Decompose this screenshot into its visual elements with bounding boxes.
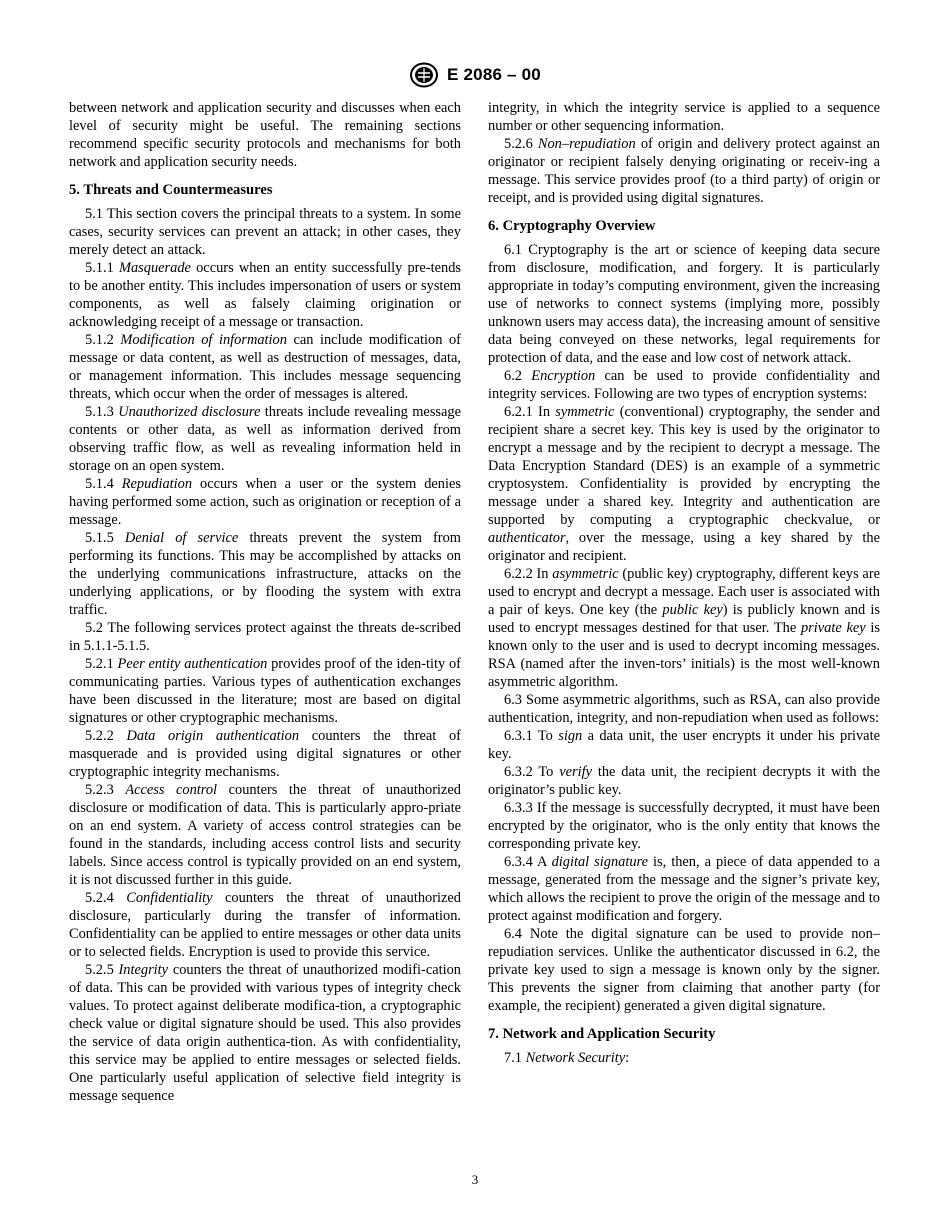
- paragraph-5-2-5: 5.2.5 Integrity counters the threat of unauthorized modifi-cation of data. This can be provided with various types of integrity check values. To protect against deliberate modifica-tion, a cryptographic check value or digital signature should be used. This also provides the service of data origin authentica-tion. As with confidentiality, this service may be applied to entire messages or selected fields. One particularly useful application of selective field integrity is message sequence: [69, 962, 461, 1104]
- paragraph-5-1: 5.1 This section covers the principal threats to a system. In some cases, security services can prevent an attack; in other cases, they merely detect an attack.: [69, 206, 461, 258]
- page-number: 3: [471, 1172, 479, 1187]
- paragraph-6-3-1: 6.3.1 To sign a data unit, the user encrypts it under his private key.: [488, 728, 880, 762]
- paragraph-6-4: 6.4 Note the digital signature can be used to provide non–repudiation services. Unlike the authenticator discussed in 6.2, the private key used to sign a message is known only by the signer. This prevents the signer from claiming that another party (for example, the recipient) generated a given digital signature.: [488, 926, 880, 1014]
- paragraph-5-2-3: 5.2.3 Access control counters the threat of unauthorized disclosure or modification of data. This is particularly appro-priate on an end system. A variety of access control strategies can be found in the standards, including access control lists and security labels. Since access control is typically provided on an end system, it is not discussed further in this guide.: [69, 782, 461, 888]
- paragraph-5-1-3: 5.1.3 Unauthorized disclosure threats include revealing message contents or other data, as well as information derived from observing traffic flow, as well as revealing information held in storage on an open system.: [69, 404, 461, 474]
- paragraph-5-1-5: 5.1.5 Denial of service threats prevent the system from performing its functions. This may be accomplished by attacks on the underlying communications infrastructure, attacks on the underlying applications, or by flooding the system with extra traffic.: [69, 530, 461, 618]
- paragraph-5-1-4: 5.1.4 Repudiation occurs when a user or the system denies having performed some action, such as origination or reception of a message.: [69, 476, 461, 528]
- paragraph-5-2: 5.2 The following services protect against the threats de-scribed in 5.1.1-5.1.5.: [69, 620, 461, 654]
- paragraph-6-2-1: 6.2.1 In symmetric (conventional) cryptography, the sender and recipient share a secret key. This key is used by the originator to encrypt a message and by the recipient to decrypt a message. The Data Encryption Standard (DES) is an example of a symmetric cryptosystem. Confidentiality is provided by encrypting the message under a shared key. Integrity and authentication are supported by computing a cryptographic checkvalue, or authenticator, over the message, using a key shared by the originator and recipient.: [488, 404, 880, 564]
- left-column: [69, 99, 461, 1105]
- paragraph-6-3-3: 6.3.3 If the message is successfully decrypted, it must have been encrypted by the originator, who is the only entity that knows the corresponding private key.: [488, 800, 880, 852]
- section-heading-7: 7. Network and Application Security: [488, 1026, 716, 1042]
- paragraph-6-3-4: 6.3.4 A digital signature is, then, a piece of data appended to a message, generated from the message and the signer’s private key, which allows the recipient to prove the origin of the message and to protect against modification and forgery.: [488, 854, 880, 924]
- paragraph-6-1: 6.1 Cryptography is the art or science of keeping data secure from disclosure, modification, and forgery. It is particularly appropriate in today’s computing environment, given the increasing use of networks to connect systems (implying more, possibly unknown users may access data), the increasing amount of sensitive data being conveyed on these networks, legal requirements for protection of data, and the ease and low cost of network attack.: [488, 242, 880, 366]
- standard-designation: E 2086 – 00: [447, 65, 541, 84]
- paragraph-6-3: 6.3 Some asymmetric algorithms, such as RSA, can also provide authentication, integrity, and non-repudiation when used as follows:: [488, 692, 880, 726]
- right-column: [488, 99, 880, 1067]
- paragraph-5-1-1: 5.1.1 Masquerade occurs when an entity successfully pre-tends to be another entity. This includes impersonation of users or system components, as well as falsely claiming origination or acknowledging receipt of a message or transaction.: [69, 260, 461, 330]
- section-heading-6: 6. Cryptography Overview: [488, 218, 656, 234]
- paragraph-continuation: between network and application security and discusses when each level of security might be useful. The remaining sections recommend specific security protocols and mechanisms for both network and application security needs.: [69, 100, 461, 170]
- paragraph-5-2-6: 5.2.6 Non–repudiation of origin and delivery protect against an originator or recipient falsely denying originating or receiv-ing a message. This service provides proof (to a third party) of origin or receipt, and is provided using digital signatures.: [488, 136, 880, 206]
- astm-logo-icon: [409, 62, 439, 88]
- paragraph-5-2-4: 5.2.4 Confidentiality counters the threat of unauthorized disclosure, particularly during the transfer of information. Confidentiality can be applied to entire messages or other data units or to selected fields. Encryption is used to provide this service.: [69, 890, 461, 960]
- paragraph-6-2: 6.2 Encryption can be used to provide confidentiality and integrity services. Following are two types of encryption systems:: [488, 368, 880, 402]
- paragraph-5-2-1: 5.2.1 Peer entity authentication provides proof of the iden-tity of communicating parties. Various types of authentication exchanges have been discussed in the literature; most are based on digital signatures or other cryptographic mechanisms.: [69, 656, 461, 726]
- paragraph-7-1: 7.1 Network Security:: [504, 1050, 630, 1066]
- paragraph-6-2-2: 6.2.2 In asymmetric (public key) cryptography, different keys are used to encrypt and decrypt a message. Each user is associated with a pair of keys. One key (the public key) is publicly known and is used to encrypt messages destined for that user. The private key is known only to the user and is used to decrypt incoming messages. RSA (named after the inven-tors’ initials) is the most well-known asymmetric algorithm.: [488, 566, 880, 690]
- section-heading-5: 5. Threats and Countermeasures: [69, 182, 273, 198]
- paragraph-5-2-2: 5.2.2 Data origin authentication counters the threat of masquerade and is provided using digital signatures or other cryptographic integrity mechanisms.: [69, 728, 461, 780]
- paragraph-6-3-2: 6.3.2 To verify the data unit, the recipient decrypts it with the originator’s public key.: [488, 764, 880, 798]
- paragraph-continuation-right: integrity, in which the integrity service is applied to a sequence number or other sequencing information.: [488, 100, 880, 134]
- page-header: [0, 60, 950, 90]
- paragraph-5-1-2: 5.1.2 Modification of information can include modification of message or data content, as well as destruction of messages, data, or management information. This includes message sequencing threats, which occur when the order of messages is altered.: [69, 332, 461, 402]
